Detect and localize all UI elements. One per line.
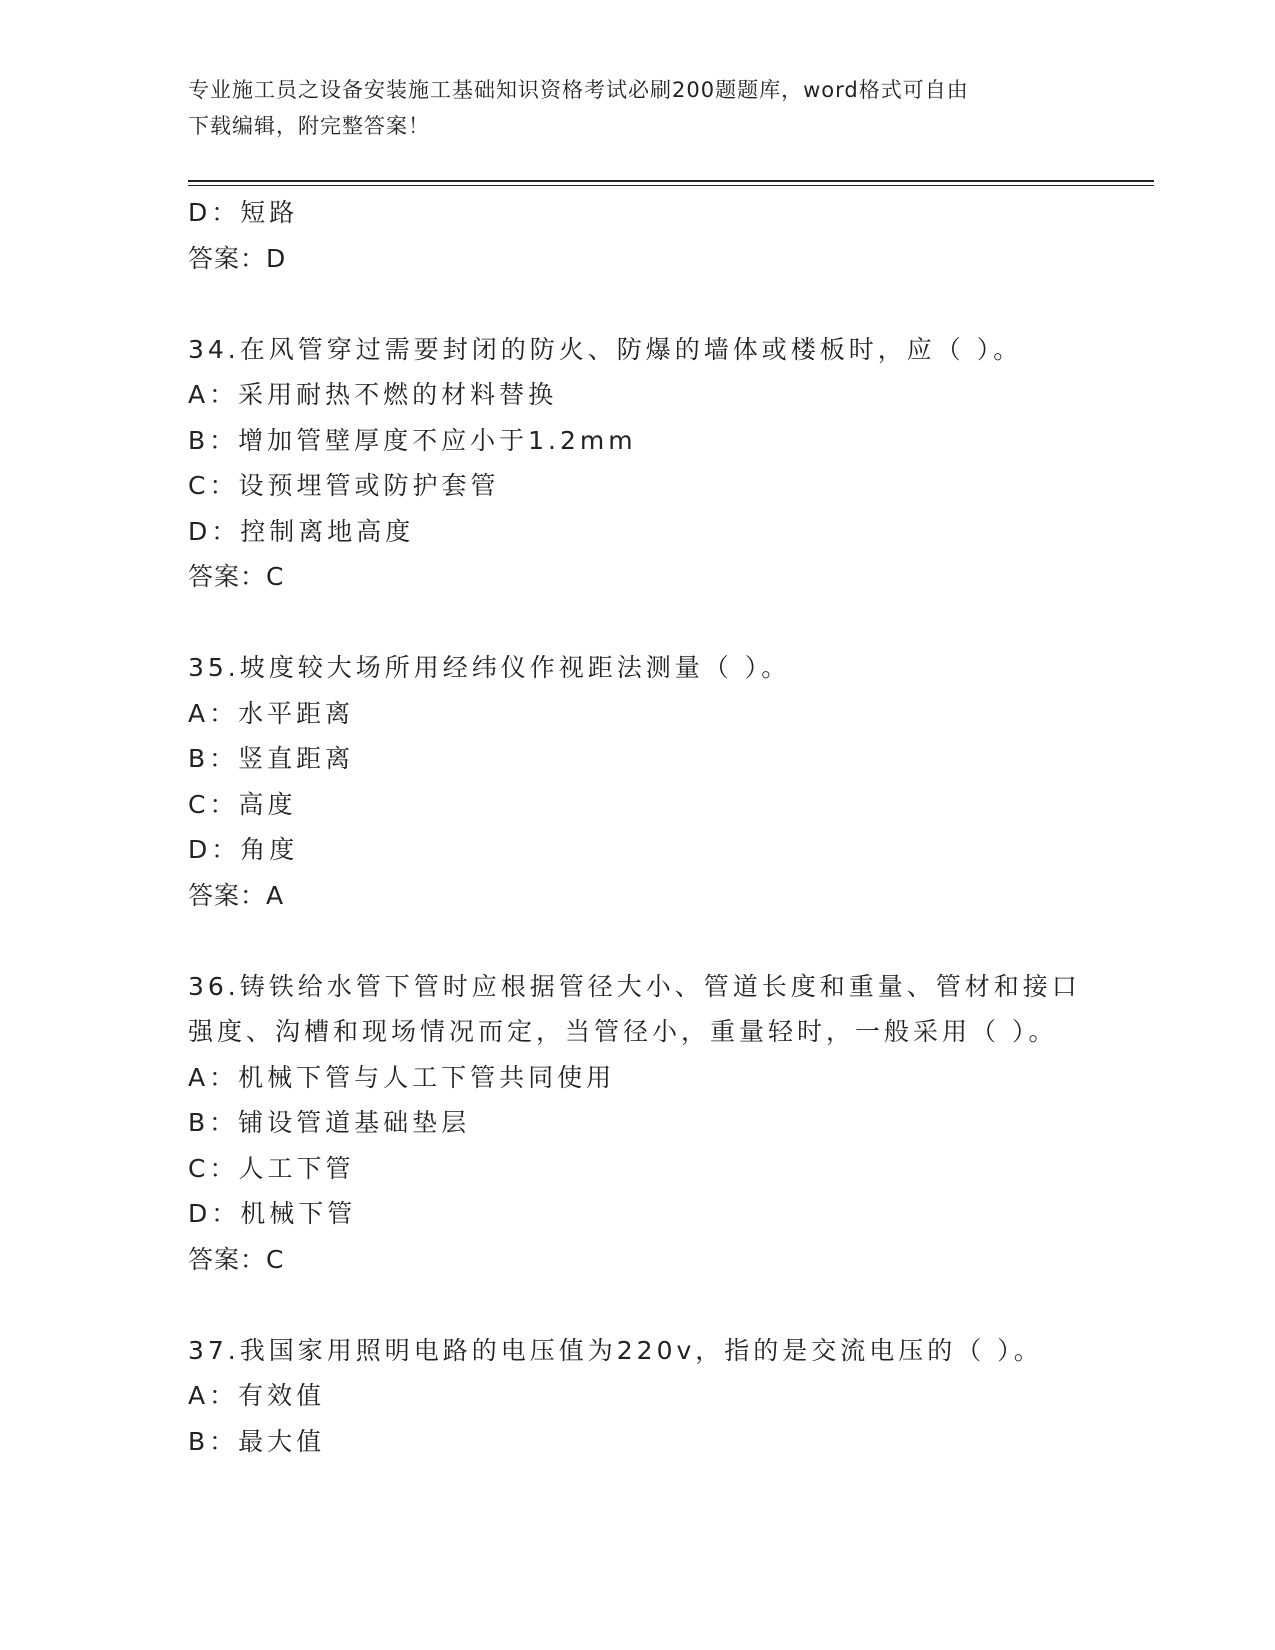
question-text: 35.坡度较大场所用经纬仪作视距法测量（ ）。 bbox=[188, 653, 791, 682]
header-title-line-2: 下载编辑，附完整答案！ bbox=[188, 114, 430, 138]
question-36 bbox=[188, 964, 1088, 1283]
option-b: B：铺设管道基础垫层 bbox=[188, 1108, 471, 1137]
document-header bbox=[188, 72, 1088, 144]
question-37 bbox=[188, 1328, 1088, 1465]
option-d: D：角度 bbox=[188, 835, 299, 864]
option-b: B：增加管壁厚度不应小于1.2mm bbox=[188, 425, 637, 455]
option-c: C：高度 bbox=[188, 789, 297, 819]
option-c: C：人工下管 bbox=[188, 1153, 355, 1183]
option-a: A：有效值 bbox=[188, 1381, 326, 1410]
option-d: D：短路 bbox=[188, 198, 299, 227]
option-b: B：竖直距离 bbox=[188, 744, 355, 773]
question-34 bbox=[188, 327, 1088, 600]
option-b: B：最大值 bbox=[188, 1426, 326, 1456]
header-title-line-1: 专业施工员之设备安装施工基础知识资格考试必刷200题题库，word格式可自由 bbox=[188, 78, 969, 102]
option-d: D：机械下管 bbox=[188, 1199, 357, 1228]
answer: 答案：D bbox=[188, 243, 287, 273]
answer: 答案：C bbox=[188, 562, 285, 591]
question-35 bbox=[188, 645, 1088, 918]
answer: 答案：C bbox=[188, 1244, 285, 1274]
option-d: D：控制离地高度 bbox=[188, 516, 415, 546]
question-33-tail bbox=[188, 190, 1088, 281]
answer: 答案：A bbox=[188, 880, 285, 910]
question-text-line-2: 强度、沟槽和现场情况而定，当管径小，重量轻时，一般采用（ ）。 bbox=[188, 1017, 1058, 1046]
spacer bbox=[188, 281, 1088, 327]
header-divider-thick bbox=[188, 180, 1154, 182]
option-a: A：水平距离 bbox=[188, 698, 355, 728]
option-c: C：设预埋管或防护套管 bbox=[188, 471, 500, 500]
spacer bbox=[188, 918, 1088, 964]
header-divider-thin bbox=[188, 185, 1154, 186]
question-text-line-1: 36.铸铁给水管下管时应根据管径大小、管道长度和重量、管材和接口 bbox=[188, 971, 1081, 1001]
option-a: A：采用耐热不燃的材料替换 bbox=[188, 380, 558, 409]
question-list bbox=[188, 190, 1088, 1464]
option-a: A：机械下管与人工下管共同使用 bbox=[188, 1062, 616, 1092]
spacer bbox=[188, 1282, 1088, 1328]
question-text: 34.在风管穿过需要封闭的防火、防爆的墙体或楼板时，应（ ）。 bbox=[188, 334, 1023, 364]
question-text: 37.我国家用照明电路的电压值为220v，指的是交流电压的（ ）。 bbox=[188, 1335, 1043, 1365]
spacer bbox=[188, 600, 1088, 646]
